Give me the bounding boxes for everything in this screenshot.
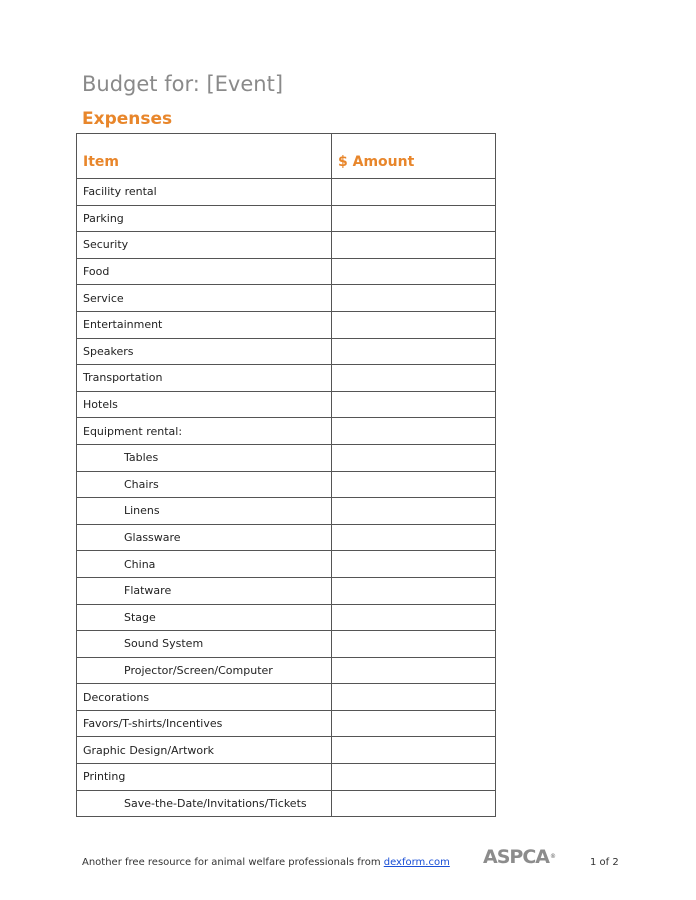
table-row (77, 471, 496, 498)
table-row (77, 179, 496, 206)
row-amount-cell[interactable] (332, 205, 496, 232)
section-heading: Expenses (82, 109, 173, 129)
row-item: China (77, 551, 332, 578)
row-amount-cell[interactable] (332, 631, 496, 658)
table-row (77, 285, 496, 312)
row-amount-cell[interactable] (332, 790, 496, 817)
row-item: Speakers (77, 338, 332, 365)
header-item: Item (77, 134, 332, 179)
header-amount: $ Amount (332, 134, 496, 179)
row-item: Food (77, 258, 332, 285)
table-row (77, 205, 496, 232)
row-amount-cell[interactable] (332, 657, 496, 684)
row-amount-cell[interactable] (332, 737, 496, 764)
row-amount-cell[interactable] (332, 604, 496, 631)
row-item: Save-the-Date/Invitations/Tickets (77, 790, 332, 817)
row-item: Projector/Screen/Computer (77, 657, 332, 684)
footer-description: Another free resource for animal welfare professionals from (82, 857, 384, 868)
row-amount-cell[interactable] (332, 444, 496, 471)
aspca-logo (483, 847, 556, 867)
row-item: Tables (77, 444, 332, 471)
row-amount-cell[interactable] (332, 471, 496, 498)
table-row (77, 657, 496, 684)
row-amount-cell[interactable] (332, 365, 496, 392)
table-row (77, 498, 496, 525)
table-row (77, 338, 496, 365)
row-item: Graphic Design/Artwork (77, 737, 332, 764)
row-amount-cell[interactable] (332, 311, 496, 338)
table-row (77, 365, 496, 392)
table-body (77, 179, 496, 817)
row-amount-cell[interactable] (332, 338, 496, 365)
row-amount-cell[interactable] (332, 577, 496, 604)
table-row (77, 631, 496, 658)
row-amount-cell[interactable] (332, 498, 496, 525)
row-item: Favors/T-shirts/Incentives (77, 710, 332, 737)
row-amount-cell[interactable] (332, 179, 496, 206)
row-amount-cell[interactable] (332, 710, 496, 737)
table-row (77, 710, 496, 737)
logo-trademark: ® (549, 853, 556, 860)
expenses-table (76, 133, 496, 817)
row-item: Entertainment (77, 311, 332, 338)
table-row (77, 737, 496, 764)
row-item: Hotels (77, 391, 332, 418)
row-item: Decorations (77, 684, 332, 711)
row-item: Chairs (77, 471, 332, 498)
row-item: Printing (77, 764, 332, 791)
row-item: Service (77, 285, 332, 312)
table-header-row (77, 134, 496, 179)
table-row (77, 258, 496, 285)
row-amount-cell[interactable] (332, 418, 496, 445)
table-row (77, 311, 496, 338)
row-amount-cell[interactable] (332, 391, 496, 418)
table-row (77, 790, 496, 817)
logo-text: ASPCA (483, 846, 549, 868)
table-row (77, 604, 496, 631)
table-row (77, 684, 496, 711)
table-row (77, 232, 496, 259)
table-row (77, 764, 496, 791)
row-item: Glassware (77, 524, 332, 551)
table-row (77, 391, 496, 418)
row-item: Parking (77, 205, 332, 232)
footer-text (82, 857, 450, 868)
row-amount-cell[interactable] (332, 764, 496, 791)
table-row (77, 551, 496, 578)
table-row (77, 524, 496, 551)
row-item: Sound System (77, 631, 332, 658)
row-item: Linens (77, 498, 332, 525)
row-item: Stage (77, 604, 332, 631)
row-amount-cell[interactable] (332, 258, 496, 285)
row-amount-cell[interactable] (332, 285, 496, 312)
page-title: Budget for: [Event] (82, 72, 284, 96)
table-row (77, 577, 496, 604)
table-row (77, 444, 496, 471)
row-amount-cell[interactable] (332, 232, 496, 259)
row-amount-cell[interactable] (332, 684, 496, 711)
row-amount-cell[interactable] (332, 524, 496, 551)
row-amount-cell[interactable] (332, 551, 496, 578)
table-row (77, 418, 496, 445)
row-item: Flatware (77, 577, 332, 604)
page-number: 1 of 2 (590, 857, 619, 868)
row-item: Equipment rental: (77, 418, 332, 445)
row-item: Facility rental (77, 179, 332, 206)
footer-link[interactable]: dexform.com (383, 857, 450, 868)
row-item: Transportation (77, 365, 332, 392)
row-item: Security (77, 232, 332, 259)
